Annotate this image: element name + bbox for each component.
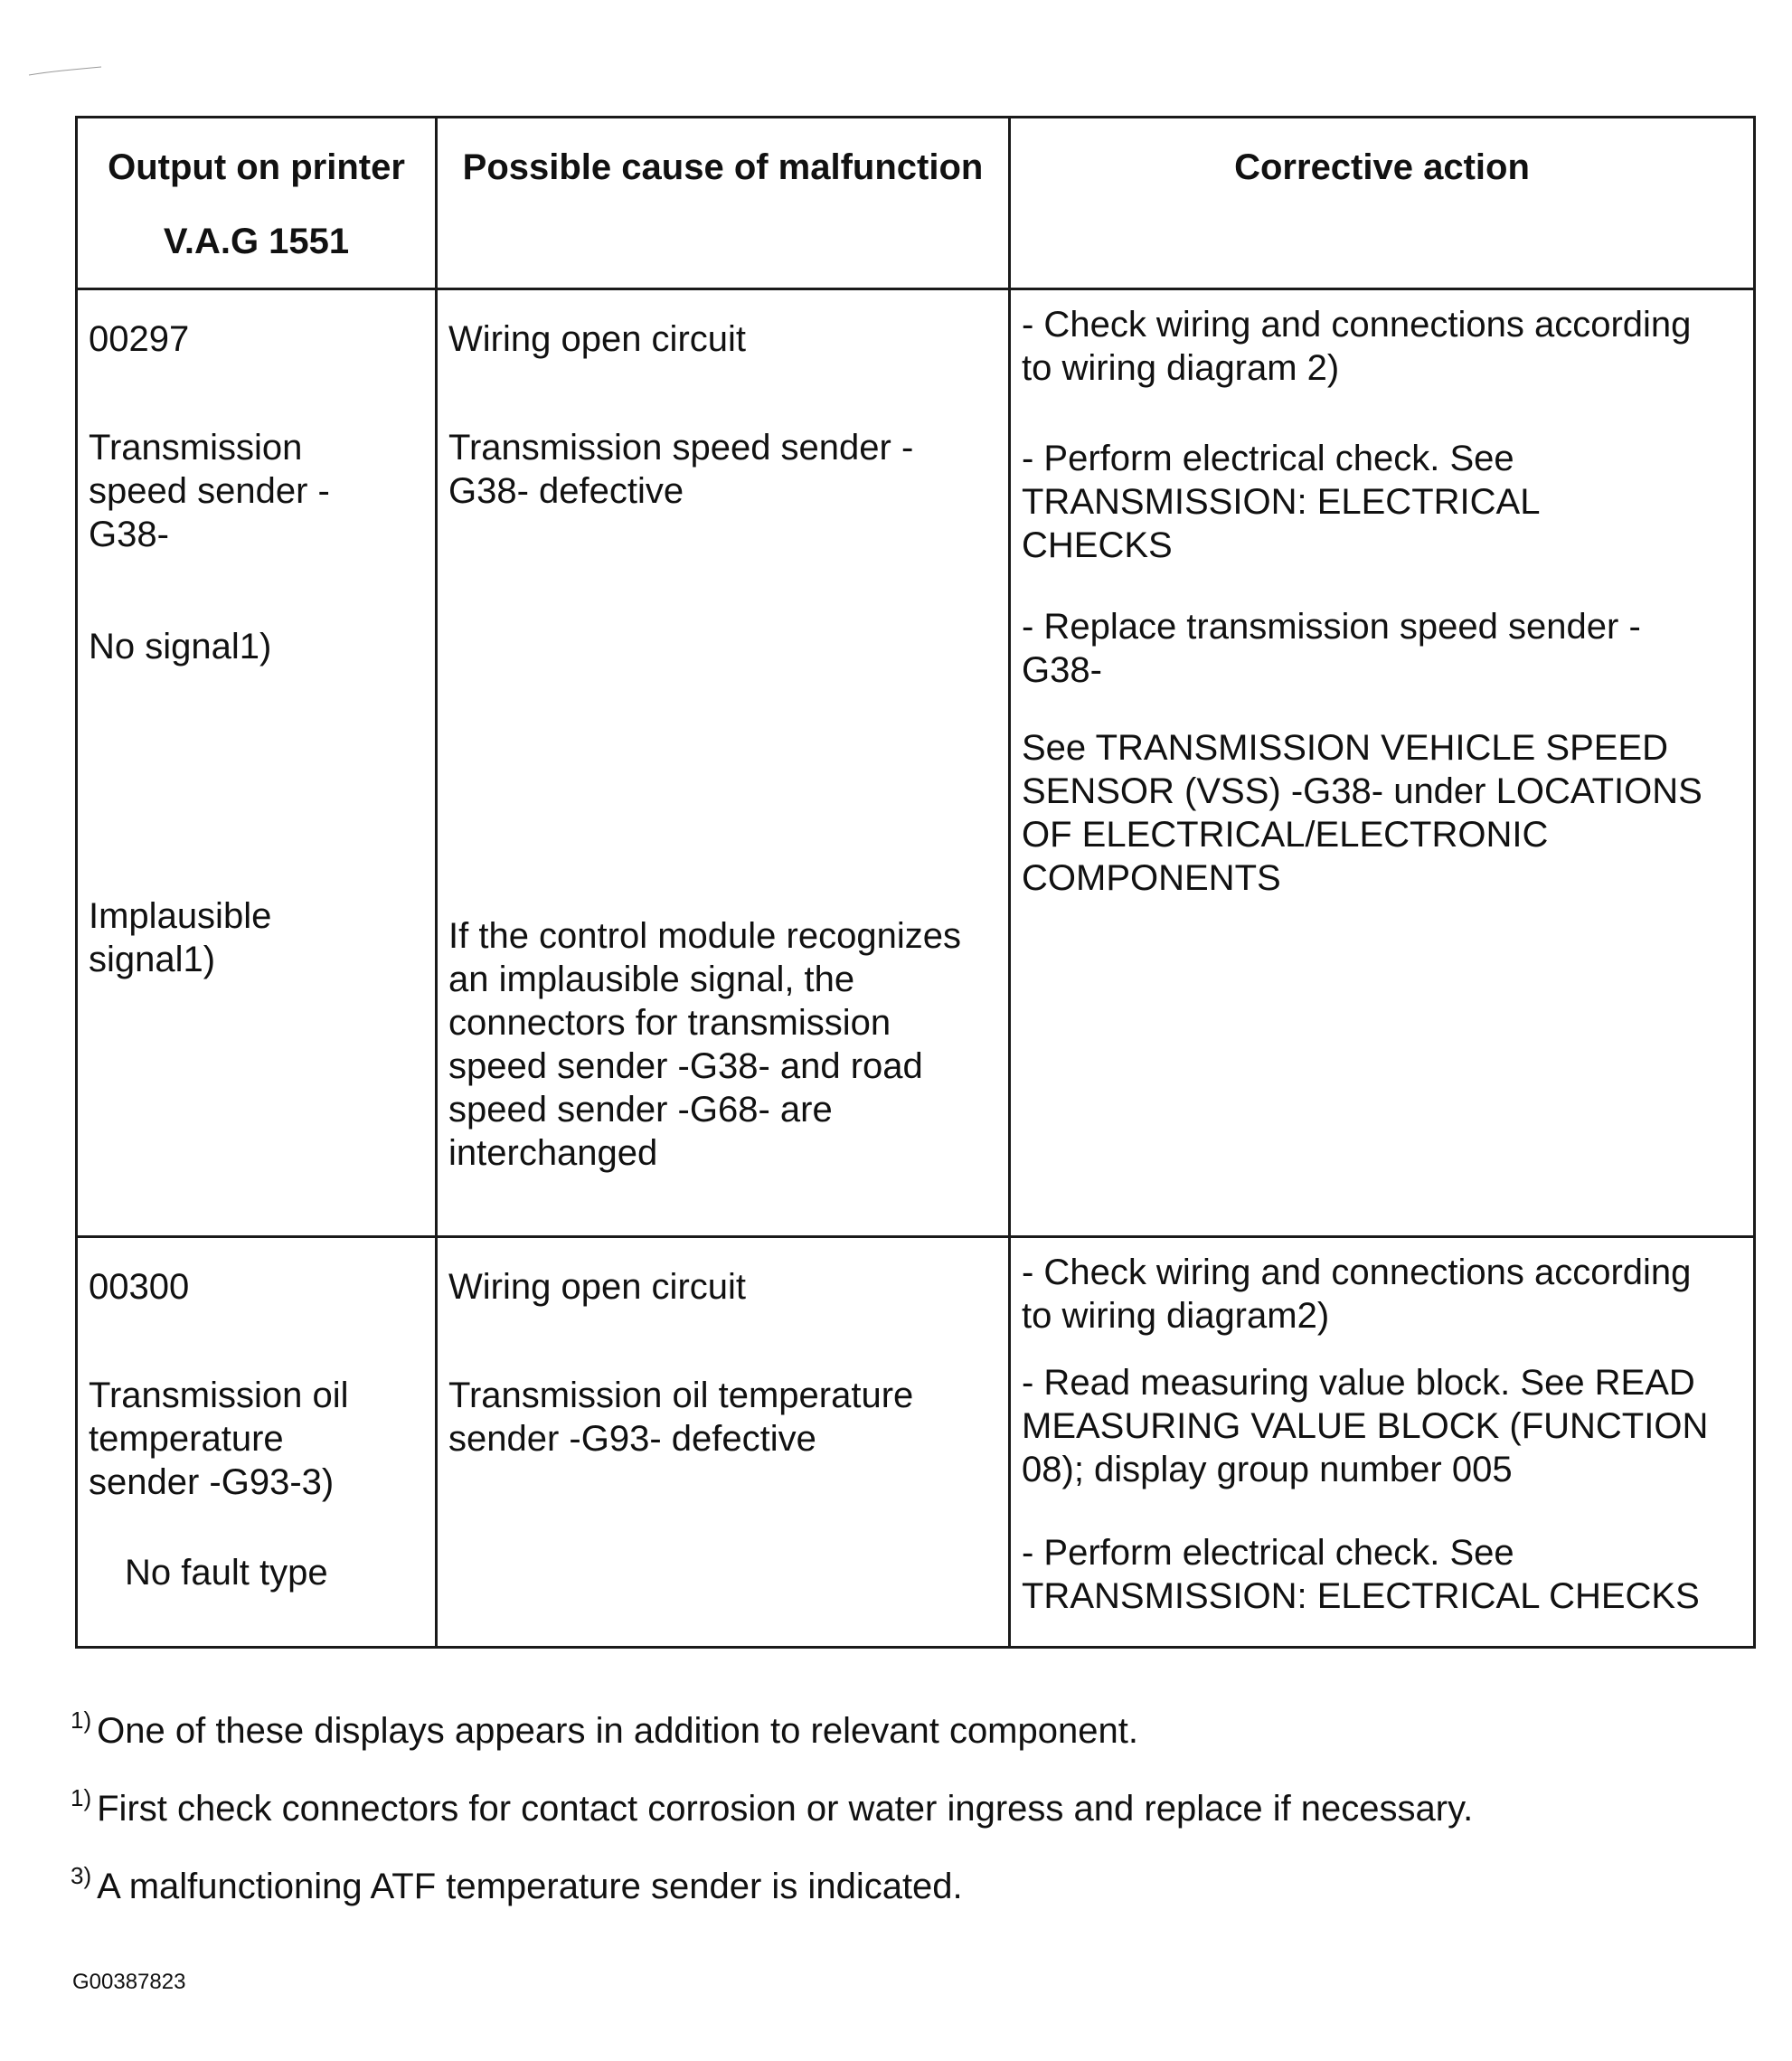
action-text: - Check wiring and connections according to wiring diagram 2) bbox=[1022, 305, 1692, 388]
footnote bbox=[71, 1706, 1752, 1753]
output-cell bbox=[77, 289, 437, 1237]
footnote-text: One of these displays appears in addition to relevant component. bbox=[97, 1711, 1138, 1751]
header-action-label: Corrective action bbox=[1234, 147, 1530, 187]
cause-cell bbox=[437, 1237, 1010, 1648]
footnote-text: First check connectors for contact corrosion or water ingress and replace if necessary. bbox=[97, 1789, 1474, 1829]
table-header-row bbox=[77, 118, 1755, 289]
header-cause bbox=[437, 118, 1010, 289]
fault-code: 00297 bbox=[89, 319, 190, 359]
cause-text: Transmission speed sender - G38- defective bbox=[448, 428, 914, 511]
fault-code: 00300 bbox=[89, 1267, 190, 1307]
fault-type: No signal1) bbox=[89, 627, 272, 667]
table-row bbox=[77, 289, 1755, 1237]
cause-text: Transmission oil temperature sender -G93- defective bbox=[448, 1376, 914, 1459]
cause-text: If the control module recognizes an implausible signal, the connectors for transmission speed sender -G38- and road speed sender -G68- are interchanged bbox=[448, 916, 961, 1173]
header-cause-label: Possible cause of malfunction bbox=[462, 147, 984, 187]
action-text: - Perform electrical check. See TRANSMISSION: ELECTRICAL CHECKS bbox=[1022, 1533, 1700, 1616]
header-action bbox=[1010, 118, 1755, 289]
component-name: Transmission speed sender - G38- bbox=[89, 428, 330, 554]
output-cell bbox=[77, 1237, 437, 1648]
footnote-mark: 1) bbox=[71, 1784, 92, 1811]
footnotes bbox=[71, 1706, 1752, 1943]
footnote bbox=[71, 1862, 1752, 1908]
table-row bbox=[77, 1237, 1755, 1648]
header-output bbox=[77, 118, 437, 289]
fault-type: Implausible signal1) bbox=[89, 896, 272, 979]
fault-type: No fault type bbox=[125, 1553, 328, 1593]
cause-text: Wiring open circuit bbox=[448, 319, 747, 359]
cause-text: Wiring open circuit bbox=[448, 1267, 747, 1307]
diagnostic-table bbox=[75, 116, 1756, 1649]
action-text: - Replace transmission speed sender - G38- bbox=[1022, 607, 1641, 690]
figure-code: G00387823 bbox=[72, 1970, 186, 1994]
footnote-text: A malfunctioning ATF temperature sender is indicated. bbox=[97, 1867, 963, 1906]
scan-speck bbox=[27, 65, 103, 78]
cause-cell bbox=[437, 289, 1010, 1237]
action-text: - Perform electrical check. See TRANSMISSION: ELECTRICAL CHECKS bbox=[1022, 439, 1541, 565]
footnote-mark: 3) bbox=[71, 1862, 92, 1889]
action-text: - Read measuring value block. See READ MEASURING VALUE BLOCK (FUNCTION 08); display group number 005 bbox=[1022, 1363, 1709, 1489]
action-cell bbox=[1010, 289, 1755, 1237]
header-output-line1: Output on printer bbox=[108, 147, 405, 187]
action-text: - Check wiring and connections according to wiring diagram2) bbox=[1022, 1253, 1692, 1336]
action-cell bbox=[1010, 1237, 1755, 1648]
component-name: Transmission oil temperature sender -G93-3) bbox=[89, 1376, 349, 1502]
footnote bbox=[71, 1784, 1752, 1830]
footnote-mark: 1) bbox=[71, 1706, 92, 1734]
header-output-line2: V.A.G 1551 bbox=[163, 222, 350, 261]
action-text: See TRANSMISSION VEHICLE SPEED SENSOR (VSS) -G38- under LOCATIONS OF ELECTRICAL/ELECTRONIC COMPONENTS bbox=[1022, 728, 1702, 898]
